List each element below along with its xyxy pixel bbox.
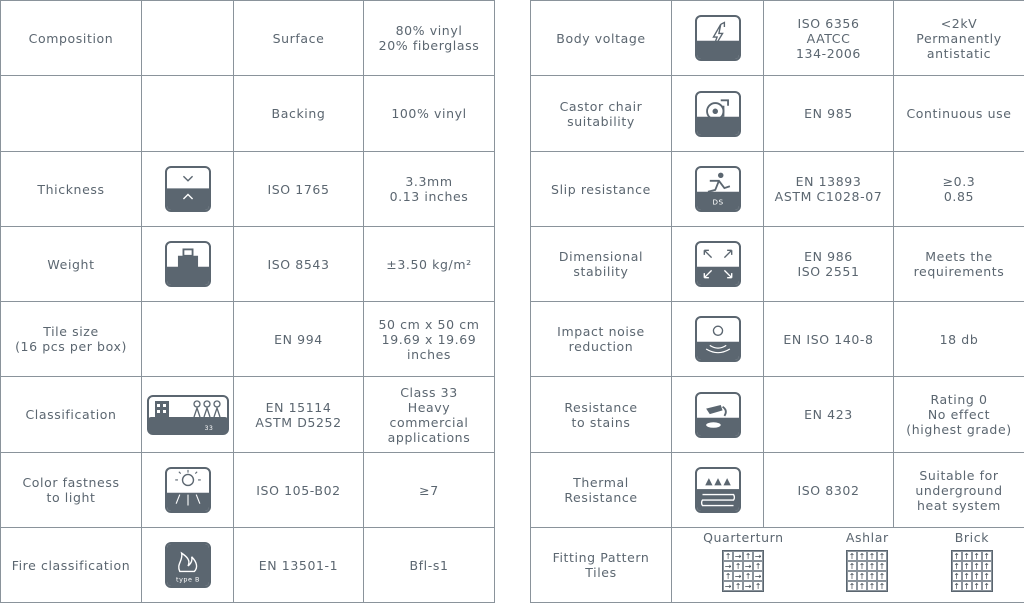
value-cell: 18 db xyxy=(894,302,1024,377)
icon-cell xyxy=(142,76,234,152)
property-label: Classification xyxy=(1,377,142,453)
arrow-icon: ↑ xyxy=(744,572,753,581)
arrow-icon: ↑ xyxy=(983,582,991,591)
pattern-grid-icon xyxy=(846,550,888,592)
arrow-icon: ↑ xyxy=(953,572,961,581)
standard-cell: ISO 1765 xyxy=(234,152,364,227)
icon-cell xyxy=(142,528,234,603)
arrow-icon: ↑ xyxy=(983,552,991,561)
spec-row xyxy=(1,152,495,227)
arrow-icon: ↑ xyxy=(953,552,961,561)
property-label: Composition xyxy=(1,1,142,76)
icon-cell xyxy=(672,453,764,528)
value-cell: Continuous use xyxy=(894,76,1024,152)
arrow-icon: ↑ xyxy=(878,562,886,571)
arrow-icon: ↑ xyxy=(868,582,876,591)
spec-row xyxy=(531,453,1024,528)
pattern-quarterturn xyxy=(703,528,784,592)
icon-cell xyxy=(142,227,234,302)
property-label: Fire classification xyxy=(1,528,142,603)
arrow-icon: ↑ xyxy=(868,562,876,571)
standard-cell: ISO 8543 xyxy=(234,227,364,302)
property-label: Fitting Pattern Tiles xyxy=(531,528,672,603)
arrow-icon: ↑ xyxy=(858,562,866,571)
standard-cell: ISO 8302 xyxy=(764,453,894,528)
value-cell: Bfl-s1 xyxy=(364,528,495,603)
spec-row xyxy=(1,76,495,152)
value-cell: 80% vinyl 20% fiberglass xyxy=(364,1,495,76)
fitting-row xyxy=(531,528,1024,603)
arrow-icon: ↑ xyxy=(878,552,886,561)
value-cell: ±3.50 kg/m² xyxy=(364,227,495,302)
icon-cell xyxy=(142,377,234,453)
arrow-icon: ↑ xyxy=(963,582,971,591)
noise-icon xyxy=(695,316,741,362)
arrow-icon: ↑ xyxy=(848,552,856,561)
svg-text:33: 33 xyxy=(204,424,213,432)
arrow-icon: ↑ xyxy=(858,582,866,591)
property-label: Resistance to stains xyxy=(531,377,672,453)
spec-row xyxy=(531,152,1024,227)
standard-cell: EN 13501-1 xyxy=(234,528,364,603)
property-label: Thickness xyxy=(1,152,142,227)
arrow-icon: ↑ xyxy=(973,562,981,571)
pattern-label: Quarterturn xyxy=(703,530,784,545)
arrow-icon: ↑ xyxy=(963,572,971,581)
icon-cell xyxy=(142,152,234,227)
slip-icon xyxy=(695,166,741,212)
weight-icon xyxy=(165,241,211,287)
standard-cell: Surface xyxy=(234,1,364,76)
value-cell: ≥7 xyxy=(364,453,495,528)
arrow-icon: ↑ xyxy=(848,562,856,571)
value-cell: Rating 0 No effect (highest grade) xyxy=(894,377,1024,453)
arrow-icon: ↑ xyxy=(734,562,743,571)
standard-cell: EN 423 xyxy=(764,377,894,453)
spec-row xyxy=(531,76,1024,152)
icon-cell xyxy=(672,302,764,377)
icon-cell xyxy=(142,453,234,528)
arrow-icon: ↑ xyxy=(848,582,856,591)
arrow-icon: → xyxy=(734,572,743,581)
spec-row xyxy=(1,377,495,453)
fitting-patterns-cell xyxy=(672,528,1024,603)
standard-cell: EN 985 xyxy=(764,76,894,152)
arrow-icon: ↑ xyxy=(754,582,763,591)
arrow-icon: ↑ xyxy=(858,552,866,561)
standard-cell: ISO 6356 AATCC 134-2006 xyxy=(764,1,894,76)
svg-text:type B: type B xyxy=(175,575,200,584)
standard-cell: ISO 105-B02 xyxy=(234,453,364,528)
pattern-grid-icon xyxy=(722,550,764,592)
pattern-grid-icon xyxy=(951,550,993,592)
arrow-icon: ↑ xyxy=(973,582,981,591)
property-label: Impact noise reduction xyxy=(531,302,672,377)
icon-cell xyxy=(672,152,764,227)
spec-row xyxy=(1,302,495,377)
arrow-icon: ↑ xyxy=(734,582,743,591)
standard-cell: EN 994 xyxy=(234,302,364,377)
arrow-icon: ↑ xyxy=(983,562,991,571)
spec-row xyxy=(1,1,495,76)
icon-cell xyxy=(142,302,234,377)
arrow-icon: ↑ xyxy=(724,572,733,581)
value-cell: Meets the requirements xyxy=(894,227,1024,302)
castor-icon xyxy=(695,91,741,137)
arrow-icon: → xyxy=(724,562,733,571)
pattern-label: Ashlar xyxy=(845,530,889,545)
arrow-icon: ↑ xyxy=(868,572,876,581)
arrow-icon: ↑ xyxy=(983,572,991,581)
property-label: Body voltage xyxy=(531,1,672,76)
arrow-icon: ↑ xyxy=(973,572,981,581)
arrow-icon: ↑ xyxy=(963,552,971,561)
value-cell: ≥0.3 0.85 xyxy=(894,152,1024,227)
arrow-icon: → xyxy=(754,572,763,581)
arrow-icon: ↑ xyxy=(754,562,763,571)
arrow-icon: ↑ xyxy=(973,552,981,561)
arrow-icon: ↑ xyxy=(878,572,886,581)
standard-cell: EN 986 ISO 2551 xyxy=(764,227,894,302)
property-label: Tile size (16 pcs per box) xyxy=(1,302,142,377)
value-cell: <2kV Permanently antistatic xyxy=(894,1,1024,76)
standard-cell: EN ISO 140-8 xyxy=(764,302,894,377)
value-cell: 3.3mm 0.13 inches xyxy=(364,152,495,227)
stain-icon xyxy=(695,392,741,438)
standard-cell: EN 15114 ASTM D5252 xyxy=(234,377,364,453)
arrow-icon: ↑ xyxy=(848,572,856,581)
standard-cell: EN 13893 ASTM C1028-07 xyxy=(764,152,894,227)
classification-icon xyxy=(147,395,229,435)
property-label xyxy=(1,76,142,152)
arrow-icon: ↑ xyxy=(963,562,971,571)
spec-row xyxy=(1,227,495,302)
arrow-icon: ↑ xyxy=(858,572,866,581)
lightning-icon xyxy=(695,15,741,61)
arrow-icon: ↑ xyxy=(868,552,876,561)
value-cell: 50 cm x 50 cm 19.69 x 19.69 inches xyxy=(364,302,495,377)
left-spec-table xyxy=(0,0,495,603)
property-label: Thermal Resistance xyxy=(531,453,672,528)
arrow-icon: ↑ xyxy=(953,562,961,571)
arrow-icon: → xyxy=(734,552,743,561)
standard-cell: Backing xyxy=(234,76,364,152)
heat-icon xyxy=(695,467,741,513)
arrow-icon: ↑ xyxy=(878,582,886,591)
property-label: Slip resistance xyxy=(531,152,672,227)
thickness-icon xyxy=(165,166,211,212)
spec-row xyxy=(1,528,495,603)
property-label: Dimensional stability xyxy=(531,227,672,302)
icon-cell xyxy=(672,1,764,76)
icon-cell xyxy=(672,227,764,302)
value-cell: 100% vinyl xyxy=(364,76,495,152)
spec-row xyxy=(531,1,1024,76)
icon-cell xyxy=(672,76,764,152)
value-cell: Suitable for underground heat system xyxy=(894,453,1024,528)
property-label: Weight xyxy=(1,227,142,302)
spec-row xyxy=(1,453,495,528)
icon-cell xyxy=(142,1,234,76)
svg-text:DS: DS xyxy=(711,197,724,207)
spec-row xyxy=(531,302,1024,377)
arrows-icon xyxy=(695,241,741,287)
arrow-icon: → xyxy=(754,552,763,561)
fire-icon xyxy=(165,542,211,588)
arrow-icon: ↑ xyxy=(724,552,733,561)
sun-icon xyxy=(165,467,211,513)
arrow-icon: → xyxy=(744,562,753,571)
arrow-icon: → xyxy=(724,582,733,591)
icon-cell xyxy=(672,377,764,453)
pattern-ashlar xyxy=(846,528,889,592)
pattern-brick xyxy=(951,528,993,592)
right-spec-table xyxy=(530,0,1024,603)
spec-row xyxy=(531,227,1024,302)
arrow-icon: ↑ xyxy=(953,582,961,591)
spec-row xyxy=(531,377,1024,453)
property-label: Color fastness to light xyxy=(1,453,142,528)
property-label: Castor chair suitability xyxy=(531,76,672,152)
value-cell: Class 33 Heavy commercial applications xyxy=(364,377,495,453)
arrow-icon: → xyxy=(744,582,753,591)
pattern-label: Brick xyxy=(954,530,990,545)
arrow-icon: ↑ xyxy=(744,552,753,561)
